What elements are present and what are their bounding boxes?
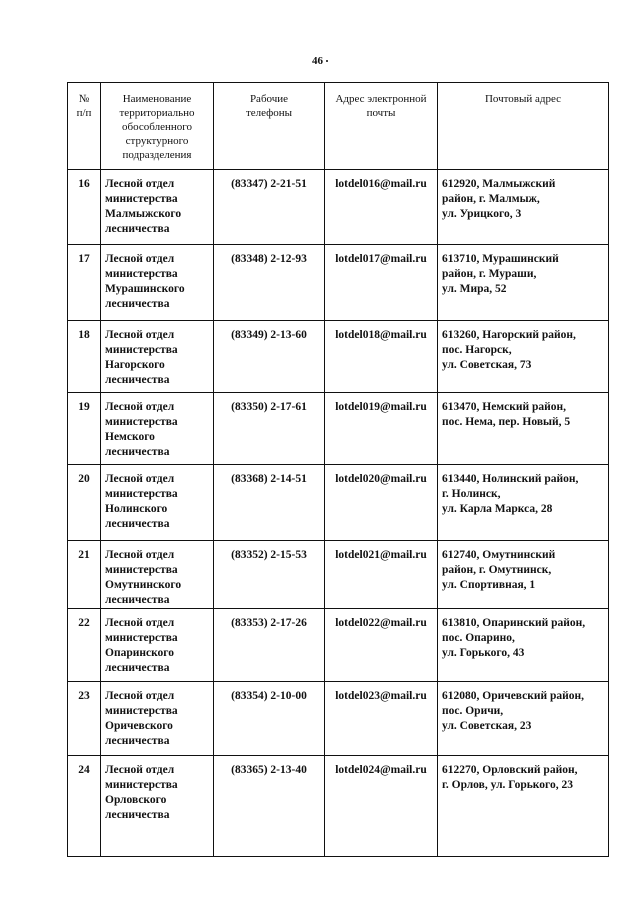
table-row <box>68 609 609 682</box>
office-email: lotdel019@mail.ru <box>325 393 438 465</box>
row-number: 22 <box>68 609 101 682</box>
office-address: 613470, Немский район, пос. Нема, пер. Новый, 5 <box>438 393 609 465</box>
office-name: Лесной отдел министерства Малмыжского лесничества <box>101 170 214 245</box>
table-row <box>68 756 609 857</box>
office-address: 612080, Оричевский район, пос. Оричи, ул. Советская, 23 <box>438 682 609 756</box>
table-row <box>68 465 609 541</box>
row-number: 17 <box>68 245 101 321</box>
office-address: 613710, Мурашинский район, г. Мураши, ул. Мира, 52 <box>438 245 609 321</box>
office-phone: (83354) 2-10-00 <box>214 682 325 756</box>
office-phone: (83347) 2-21-51 <box>214 170 325 245</box>
row-number: 16 <box>68 170 101 245</box>
office-phone: (83350) 2-17-61 <box>214 393 325 465</box>
row-number: 21 <box>68 541 101 609</box>
table-row <box>68 682 609 756</box>
header-num: № п/п <box>68 83 101 170</box>
office-phone: (83349) 2-13-60 <box>214 321 325 393</box>
office-address: 612740, Омутнинский район, г. Омутнинск, ул. Спортивная, 1 <box>438 541 609 609</box>
office-address: 613810, Опаринский район, пос. Опарино, ул. Горького, 43 <box>438 609 609 682</box>
row-number: 19 <box>68 393 101 465</box>
office-name: Лесной отдел министерства Омутнинского лесничества <box>101 541 214 609</box>
office-name: Лесной отдел министерства Мурашинского лесничества <box>101 245 214 321</box>
office-name: Лесной отдел министерства Опаринского лесничества <box>101 609 214 682</box>
office-phone: (83353) 2-17-26 <box>214 609 325 682</box>
office-address: 612920, Малмыжский район, г. Малмыж, ул. Урицкого, 3 <box>438 170 609 245</box>
office-email: lotdel018@mail.ru <box>325 321 438 393</box>
office-email: lotdel021@mail.ru <box>325 541 438 609</box>
row-number: 18 <box>68 321 101 393</box>
office-name: Лесной отдел министерства Нолинского лесничества <box>101 465 214 541</box>
header-name: Наименование территориально обособленного структурного подразделения <box>101 83 214 170</box>
table-row <box>68 321 609 393</box>
office-email: lotdel024@mail.ru <box>325 756 438 857</box>
row-number: 20 <box>68 465 101 541</box>
office-phone: (83368) 2-14-51 <box>214 465 325 541</box>
table-row <box>68 541 609 609</box>
office-email: lotdel016@mail.ru <box>325 170 438 245</box>
header-phone: Рабочие телефоны <box>214 83 325 170</box>
office-email: lotdel017@mail.ru <box>325 245 438 321</box>
table-row <box>68 393 609 465</box>
office-name: Лесной отдел министерства Немского лесничества <box>101 393 214 465</box>
table-row <box>68 245 609 321</box>
office-phone: (83348) 2-12-93 <box>214 245 325 321</box>
row-number: 23 <box>68 682 101 756</box>
office-phone: (83365) 2-13-40 <box>214 756 325 857</box>
office-email: lotdel023@mail.ru <box>325 682 438 756</box>
office-email: lotdel020@mail.ru <box>325 465 438 541</box>
forestry-offices-table <box>67 82 609 857</box>
office-address: 612270, Орловский район, г. Орлов, ул. Горького, 23 <box>438 756 609 857</box>
office-phone: (83352) 2-15-53 <box>214 541 325 609</box>
header-email: Адрес электронной почты <box>325 83 438 170</box>
office-email: lotdel022@mail.ru <box>325 609 438 682</box>
office-name: Лесной отдел министерства Нагорского лесничества <box>101 321 214 393</box>
office-address: 613440, Нолинский район, г. Нолинск, ул. Карла Маркса, 28 <box>438 465 609 541</box>
table-row <box>68 170 609 245</box>
page-number: 46 <box>0 55 640 67</box>
office-name: Лесной отдел министерства Оричевского лесничества <box>101 682 214 756</box>
header-address: Почтовый адрес <box>438 83 609 170</box>
row-number: 24 <box>68 756 101 857</box>
table-header-row <box>68 83 609 170</box>
office-address: 613260, Нагорский район, пос. Нагорск, ул. Советская, 73 <box>438 321 609 393</box>
office-name: Лесной отдел министерства Орловского лесничества <box>101 756 214 857</box>
